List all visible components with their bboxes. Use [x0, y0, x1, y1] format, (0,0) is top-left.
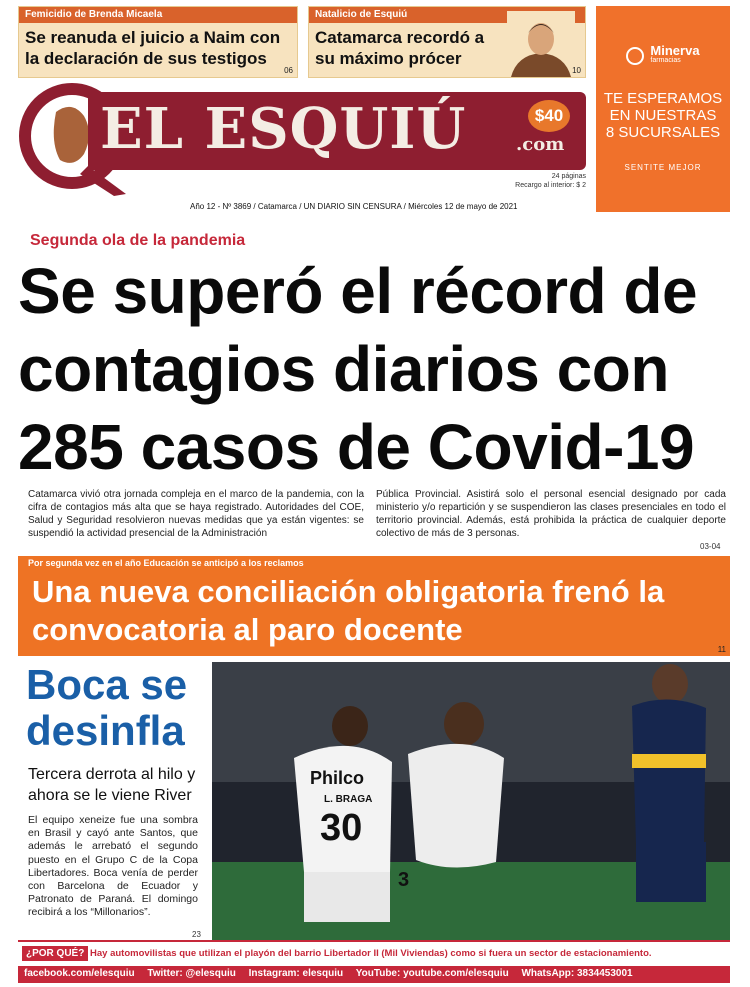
section-tag[interactable]: Segunda ola de la pandemia [30, 232, 246, 249]
surcharge: Recargo al interior: $ 2 [515, 182, 586, 189]
football-scene [212, 662, 730, 940]
social-bar [18, 966, 730, 983]
porque-label: ¿POR QUÉ? [22, 946, 88, 961]
page-number: 11 [717, 645, 726, 654]
lead-pages: 03-04 [700, 542, 721, 551]
education-band[interactable] [18, 556, 730, 656]
jersey-sponsor: Philco [310, 768, 365, 788]
sports-headline[interactable] [26, 662, 187, 754]
education-kicker: Por segunda vez en el año Educación se anticipó a los reclamos [28, 558, 304, 568]
teaser-headline: Catamarca recordó a su máximo prócer [315, 28, 485, 68]
ad-tagline: SENTITE MEJOR [624, 163, 702, 172]
lead-column-2: Pública Provincial. Asistirá solo el personal esencial designado por cada ministerio y/o repartición y se suspendieron las clases presenciales en todo el territorio provincial. Además, está prohibida la práctica de cualquier deporte colectivo de más de 3 personas. [376, 489, 726, 539]
portrait-image [507, 11, 575, 77]
football-photo[interactable] [212, 662, 730, 940]
porque-bar[interactable] [18, 940, 730, 966]
masthead [18, 82, 586, 190]
social-youtube[interactable]: YouTube: youtube.com/elesquiu [355, 968, 509, 979]
pharmacy-logo-icon [626, 47, 644, 65]
issue-line: Año 12 - Nº 3869 / Catamarca / UN DIARIO SIN CENSURA / Miércoles 12 de mayo de 2021 [190, 202, 518, 211]
ad-logo [596, 43, 730, 66]
lead-column-1: Catamarca vivió otra jornada compleja en el marco de la pandemia, con la cifra de contagios más alta que se haya registrado. Autoridades del COE, Salud y Seguridad resolvieron nuevas medidas que ya están vigentes: se suspendió la actividad presencial de la Administración [28, 489, 364, 539]
ad-line-3: 8 SUCURSALES [605, 124, 721, 141]
sports-headline-line-1: Boca se [26, 661, 188, 708]
sports-page: 23 [192, 930, 201, 939]
sports-headline-line-2: desinfla [26, 707, 185, 754]
masthead-meta [515, 172, 586, 190]
education-headline: Una nueva conciliación obligatoria frenó la convocatoria al paro docente [32, 574, 665, 647]
sports-subheadline: Tercera derrota al hilo y ahora se le viene River [28, 766, 196, 804]
price-badge: $40 [528, 100, 570, 132]
page-number: 06 [284, 66, 293, 75]
social-twitter[interactable]: Twitter: @elesquiu [147, 968, 236, 979]
masthead-com: .com [516, 134, 565, 155]
teaser-kicker: Femicidio de Brenda Micaela [19, 7, 297, 23]
pages-count: 24 páginas [551, 173, 586, 180]
teaser-esquiu[interactable] [308, 6, 586, 78]
lead-headline[interactable]: Se superó el récord de contagios diarios con 285 casos de Covid-19 [18, 255, 698, 483]
jersey-number: 30 [320, 807, 363, 849]
jersey-number-2: 3 [398, 869, 410, 891]
ad-brand: Minerva [650, 43, 700, 58]
teaser-headline: Se reanuda el juicio a Naim con la declaración de sus testigos [25, 28, 281, 68]
teaser-brenda[interactable] [18, 6, 298, 78]
social-facebook[interactable]: facebook.com/elesquiu [24, 968, 135, 979]
minerva-ad[interactable] [596, 6, 730, 212]
teaser-kicker: Natalicio de Esquiú [309, 7, 585, 23]
sports-body: El equipo xeneize fue una sombra en Brasil y cayó ante Santos, que además le arrebató el segundo puesto en el Grupo C de la Copa Libertadores. Boca venía de perder con Barcelona de Ecuador y Patronato de Paraná. El domingo recibirá a los “Millonarios”. [28, 814, 198, 919]
masthead-title: EL ESQUIÚ [100, 96, 467, 162]
jersey-name: L. BRAGA [324, 794, 373, 805]
porque-text: Hay automovilistas que utilizan el playón del barrio Libertador II (Mil Viviendas) como si fuera un sector de estacionamiento. [90, 948, 652, 959]
ad-line-1: TE ESPERAMOS [603, 90, 723, 107]
ad-brand-sub: farmacias [650, 57, 681, 64]
social-instagram[interactable]: Instagram: elesquiu [248, 968, 344, 979]
page-number: 10 [572, 66, 581, 75]
ad-line-2: EN NUESTRAS [609, 107, 717, 124]
social-whatsapp[interactable]: WhatsApp: 3834453001 [521, 968, 633, 979]
